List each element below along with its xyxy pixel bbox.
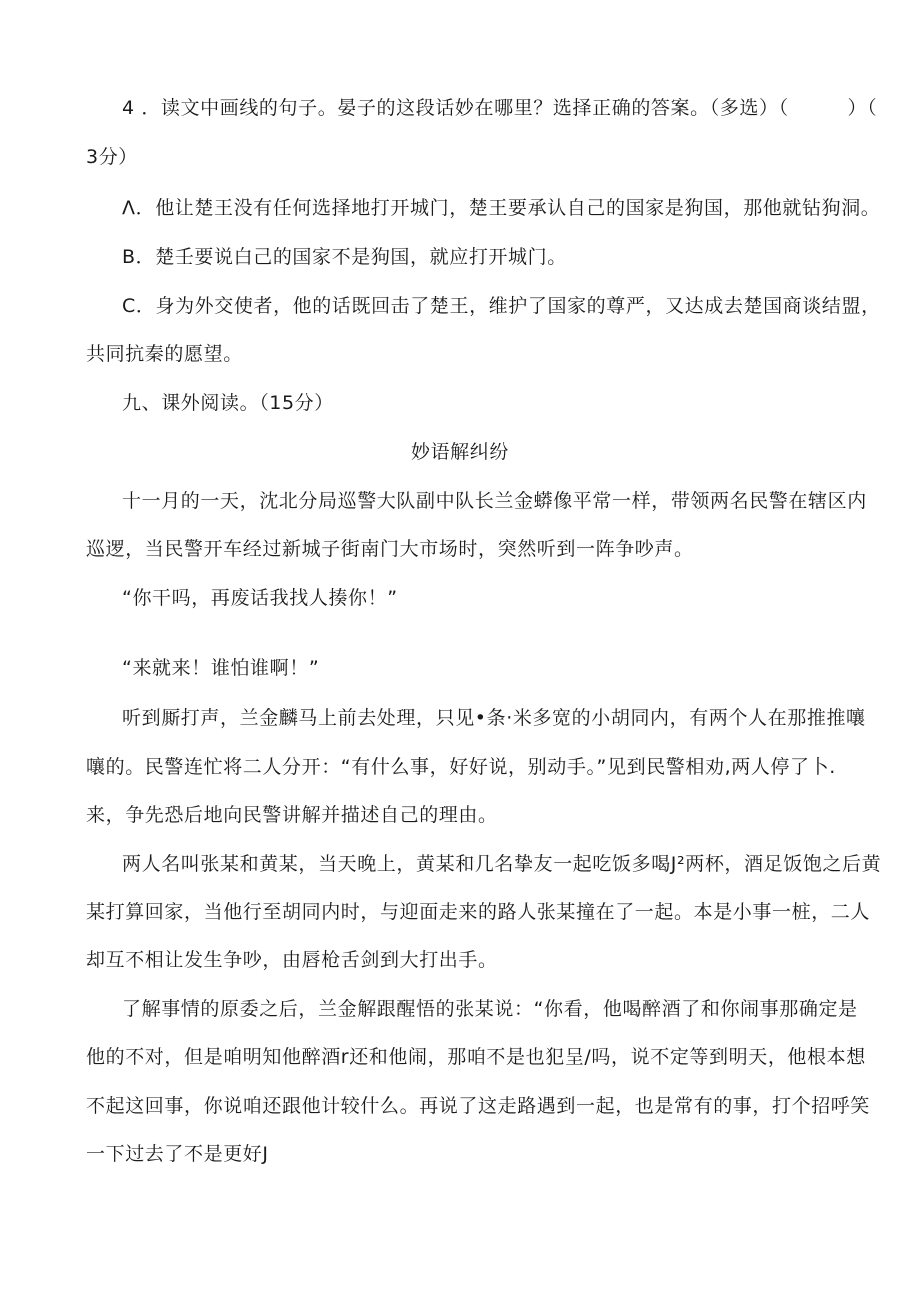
question-4-line-2: 3分） xyxy=(86,146,138,168)
option-c-line-2: 共同抗秦的愿望。 xyxy=(86,343,243,365)
dialogue-line: “你干吗，再废话我找人揍你！” xyxy=(122,587,398,609)
option-b: B．楚壬要说白己的国家不是狗国，就应打开城门。 xyxy=(122,246,567,268)
paragraph-line: 一下过去了不是更好J xyxy=(86,1143,269,1165)
paragraph-line: 巡逻，当民警开车经过新城子街南门大市场时，突然听到一阵争吵声。 xyxy=(86,538,694,560)
paragraph-line: 却互不相让发生争吵，由唇枪舌剑到大打出手。 xyxy=(86,949,498,971)
option-c-line-1: C．身为外交使者，他的话既回击了楚王，维护了国家的尊严，又达成去楚国商谈结盟， xyxy=(122,295,881,317)
section-9-heading: 九、课外阅读。（15分） xyxy=(122,392,334,414)
paragraph-line: 不起这回事，你说咱还跟他计较什么。再说了这走路遇到一起，也是常有的事，打个招呼笑 xyxy=(86,1095,871,1117)
paragraph-line: 听到厮打声，兰金麟马上前去处理，只见•条·米多宽的小胡同内，有两个人在那推推嚷 xyxy=(122,707,866,729)
paragraph-line: 嚷的。民警连忙将二人分开：“有什么事，好好说，别动手。”见到民警相劝,两人停了卜. xyxy=(86,756,836,778)
article-title: 妙语解纠纷 xyxy=(410,441,509,463)
dialogue-line: “来就来！谁怕谁啊！” xyxy=(122,657,320,679)
paragraph-line: 来，争先恐后地向民警讲解并描述自己的理由。 xyxy=(86,804,498,826)
paragraph-line: 了解事情的原委之后，兰金解跟醒悟的张某说：“你看，他喝醉酒了和你闹事那确定是 xyxy=(122,998,858,1020)
option-a: Λ．他让楚王没有任何选择地打开城门，楚王要承认自己的国家是狗国，那他就钻狗洞。 xyxy=(122,197,881,219)
paragraph-line: 某打算回家，当他行至胡同内时，与迎面走来的路人张某撞在了一起。本是小事一桩，二人 xyxy=(86,901,871,923)
paragraph-line: 他的不对，但是咱明知他醉酒r还和他闹，那咱不是也犯呈/吗，说不定等到明天，他根本想 xyxy=(86,1046,866,1068)
paragraph-line: 十一月的一天，沈北分局巡警大队副中队长兰金蟒像平常一样，带领两名民警在辖区内 xyxy=(122,490,867,512)
paragraph-line: 两人名叫张某和黄某，当天晚上，黄某和几名挚友一起吃饭多喝J²两杯，酒足饭饱之后黄 xyxy=(122,853,882,875)
question-4-line-1: 4 ．读文中画线的句子。晏子的这段话妙在哪里？选择正确的答案。（多选）（ ）（ xyxy=(122,97,878,119)
